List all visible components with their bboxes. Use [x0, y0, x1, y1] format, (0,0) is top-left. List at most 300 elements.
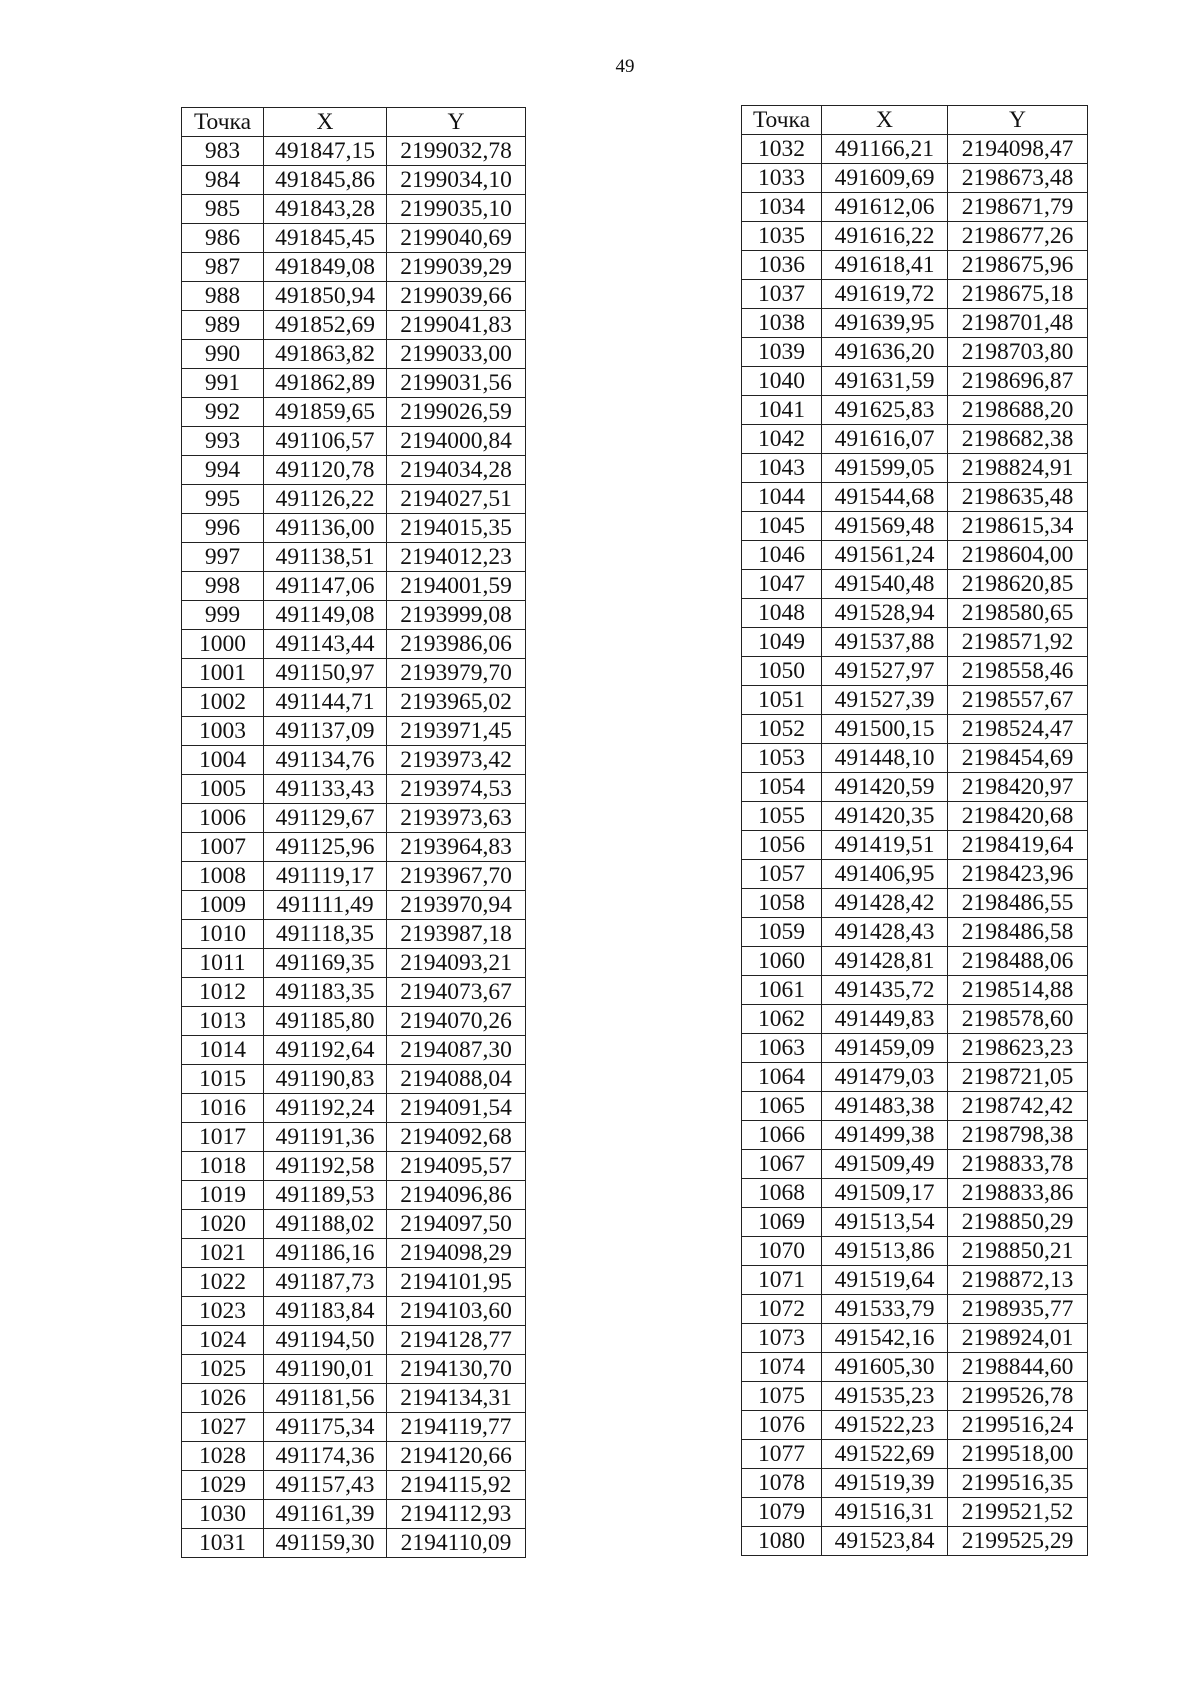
table-row: [742, 1440, 1088, 1469]
cell-point: 1014: [182, 1036, 264, 1065]
cell-y: 2198935,77: [948, 1295, 1088, 1324]
cell-y: 2199041,83: [387, 311, 526, 340]
cell-point: 1029: [182, 1471, 264, 1500]
table-row: [742, 1353, 1088, 1382]
table-row: [182, 572, 526, 601]
cell-y: 2198488,06: [948, 947, 1088, 976]
cell-y: 2194128,77: [387, 1326, 526, 1355]
cell-x: 491616,22: [822, 222, 948, 251]
cell-y: 2199035,10: [387, 195, 526, 224]
cell-y: 2193999,08: [387, 601, 526, 630]
cell-x: 491194,50: [264, 1326, 387, 1355]
cell-point: 997: [182, 543, 264, 572]
table-row: [182, 688, 526, 717]
cell-point: 1080: [742, 1527, 822, 1556]
table-row: [742, 512, 1088, 541]
cell-x: 491149,08: [264, 601, 387, 630]
cell-y: 2198558,46: [948, 657, 1088, 686]
cell-x: 491535,23: [822, 1382, 948, 1411]
cell-point: 1050: [742, 657, 822, 686]
cell-y: 2199518,00: [948, 1440, 1088, 1469]
cell-point: 1021: [182, 1239, 264, 1268]
cell-y: 2194087,30: [387, 1036, 526, 1065]
table-row: [182, 1413, 526, 1442]
table-row: [742, 599, 1088, 628]
cell-point: 1031: [182, 1529, 264, 1558]
cell-point: 983: [182, 137, 264, 166]
cell-y: 2199032,78: [387, 137, 526, 166]
cell-x: 491183,84: [264, 1297, 387, 1326]
cell-x: 491527,39: [822, 686, 948, 715]
cell-x: 491161,39: [264, 1500, 387, 1529]
cell-y: 2198742,42: [948, 1092, 1088, 1121]
cell-y: 2194015,35: [387, 514, 526, 543]
cell-y: 2198833,78: [948, 1150, 1088, 1179]
cell-y: 2193967,70: [387, 862, 526, 891]
cell-x: 491459,09: [822, 1034, 948, 1063]
cell-y: 2198850,21: [948, 1237, 1088, 1266]
cell-y: 2193965,02: [387, 688, 526, 717]
cell-y: 2198675,18: [948, 280, 1088, 309]
cell-point: 1002: [182, 688, 264, 717]
cell-x: 491499,38: [822, 1121, 948, 1150]
cell-point: 987: [182, 253, 264, 282]
table-row: [182, 1326, 526, 1355]
cell-y: 2194088,04: [387, 1065, 526, 1094]
cell-y: 2199516,24: [948, 1411, 1088, 1440]
cell-x: 491847,15: [264, 137, 387, 166]
cell-x: 491509,17: [822, 1179, 948, 1208]
table-row: [182, 862, 526, 891]
cell-x: 491118,35: [264, 920, 387, 949]
cell-x: 491190,83: [264, 1065, 387, 1094]
cell-y: 2193974,53: [387, 775, 526, 804]
cell-point: 1027: [182, 1413, 264, 1442]
cell-x: 491126,22: [264, 485, 387, 514]
cell-y: 2194096,86: [387, 1181, 526, 1210]
cell-point: 1069: [742, 1208, 822, 1237]
cell-point: 1053: [742, 744, 822, 773]
cell-x: 491187,73: [264, 1268, 387, 1297]
cell-y: 2198721,05: [948, 1063, 1088, 1092]
cell-point: 1057: [742, 860, 822, 889]
cell-y: 2194092,68: [387, 1123, 526, 1152]
cell-point: 1066: [742, 1121, 822, 1150]
cell-point: 996: [182, 514, 264, 543]
cell-y: 2194134,31: [387, 1384, 526, 1413]
cell-y: 2198423,96: [948, 860, 1088, 889]
cell-y: 2198486,55: [948, 889, 1088, 918]
cell-x: 491850,94: [264, 282, 387, 311]
cell-x: 491420,59: [822, 773, 948, 802]
cell-y: 2198703,80: [948, 338, 1088, 367]
table-row: [742, 657, 1088, 686]
cell-point: 1023: [182, 1297, 264, 1326]
table-row: [742, 976, 1088, 1005]
table-row: [742, 367, 1088, 396]
cell-x: 491106,57: [264, 427, 387, 456]
cell-x: 491136,00: [264, 514, 387, 543]
table-row: [742, 1208, 1088, 1237]
cell-x: 491533,79: [822, 1295, 948, 1324]
table-header-row: [742, 106, 1088, 135]
table-row: [742, 1121, 1088, 1150]
cell-point: 1019: [182, 1181, 264, 1210]
cell-point: 1075: [742, 1382, 822, 1411]
cell-point: 1077: [742, 1440, 822, 1469]
cell-x: 491619,72: [822, 280, 948, 309]
cell-x: 491449,83: [822, 1005, 948, 1034]
cell-point: 1025: [182, 1355, 264, 1384]
cell-x: 491639,95: [822, 309, 948, 338]
coordinates-table-right: [741, 105, 1088, 1556]
cell-x: 491192,64: [264, 1036, 387, 1065]
cell-point: 1051: [742, 686, 822, 715]
cell-point: 1055: [742, 802, 822, 831]
header-y: Y: [387, 108, 526, 137]
table-row: [742, 1092, 1088, 1121]
cell-x: 491625,83: [822, 396, 948, 425]
cell-y: 2199040,69: [387, 224, 526, 253]
cell-point: 1010: [182, 920, 264, 949]
cell-y: 2194098,47: [948, 135, 1088, 164]
cell-point: 989: [182, 311, 264, 340]
cell-x: 491183,35: [264, 978, 387, 1007]
table-row: [182, 340, 526, 369]
cell-x: 491143,44: [264, 630, 387, 659]
cell-point: 1015: [182, 1065, 264, 1094]
table-row: [182, 195, 526, 224]
table-row: [182, 1210, 526, 1239]
table-row: [742, 135, 1088, 164]
cell-x: 491191,36: [264, 1123, 387, 1152]
cell-y: 2198615,34: [948, 512, 1088, 541]
table-row: [182, 543, 526, 572]
table-row: [182, 1152, 526, 1181]
cell-x: 491186,16: [264, 1239, 387, 1268]
table-row: [182, 1007, 526, 1036]
cell-y: 2193970,94: [387, 891, 526, 920]
cell-point: 984: [182, 166, 264, 195]
cell-point: 1003: [182, 717, 264, 746]
cell-point: 1073: [742, 1324, 822, 1353]
table-row: [182, 775, 526, 804]
cell-point: 1079: [742, 1498, 822, 1527]
table-row: [182, 746, 526, 775]
cell-y: 2193964,83: [387, 833, 526, 862]
cell-y: 2199031,56: [387, 369, 526, 398]
table-row: [742, 1324, 1088, 1353]
cell-x: 491147,06: [264, 572, 387, 601]
cell-y: 2194098,29: [387, 1239, 526, 1268]
cell-x: 491448,10: [822, 744, 948, 773]
cell-y: 2198798,38: [948, 1121, 1088, 1150]
table-row: [182, 514, 526, 543]
cell-x: 491540,48: [822, 570, 948, 599]
cell-y: 2194119,77: [387, 1413, 526, 1442]
cell-x: 491420,35: [822, 802, 948, 831]
cell-point: 1011: [182, 949, 264, 978]
cell-y: 2194012,23: [387, 543, 526, 572]
cell-y: 2198635,48: [948, 483, 1088, 512]
cell-y: 2198696,87: [948, 367, 1088, 396]
cell-y: 2198924,01: [948, 1324, 1088, 1353]
cell-y: 2198872,13: [948, 1266, 1088, 1295]
table-row: [742, 1179, 1088, 1208]
cell-point: 1058: [742, 889, 822, 918]
cell-y: 2198824,91: [948, 454, 1088, 483]
cell-x: 491125,96: [264, 833, 387, 862]
cell-y: 2198486,58: [948, 918, 1088, 947]
table-row: [742, 1063, 1088, 1092]
cell-x: 491618,41: [822, 251, 948, 280]
cell-x: 491133,43: [264, 775, 387, 804]
cell-y: 2194115,92: [387, 1471, 526, 1500]
table-row: [742, 1469, 1088, 1498]
table-row: [182, 1181, 526, 1210]
cell-x: 491519,39: [822, 1469, 948, 1498]
cell-x: 491612,06: [822, 193, 948, 222]
table-row: [182, 456, 526, 485]
cell-x: 491192,58: [264, 1152, 387, 1181]
table-row: [742, 773, 1088, 802]
cell-y: 2198677,26: [948, 222, 1088, 251]
cell-y: 2198524,47: [948, 715, 1088, 744]
cell-point: 1036: [742, 251, 822, 280]
cell-point: 988: [182, 282, 264, 311]
cell-y: 2193987,18: [387, 920, 526, 949]
cell-point: 1054: [742, 773, 822, 802]
cell-x: 491119,17: [264, 862, 387, 891]
table-row: [182, 601, 526, 630]
table-row: [742, 715, 1088, 744]
cell-point: 998: [182, 572, 264, 601]
table-row: [182, 224, 526, 253]
cell-point: 1024: [182, 1326, 264, 1355]
cell-point: 1018: [182, 1152, 264, 1181]
cell-y: 2198675,96: [948, 251, 1088, 280]
cell-y: 2194027,51: [387, 485, 526, 514]
cell-point: 1059: [742, 918, 822, 947]
cell-point: 1022: [182, 1268, 264, 1297]
cell-x: 491513,86: [822, 1237, 948, 1266]
table-row: [182, 1297, 526, 1326]
cell-x: 491631,59: [822, 367, 948, 396]
cell-point: 993: [182, 427, 264, 456]
table-row: [742, 860, 1088, 889]
table-row: [742, 280, 1088, 309]
cell-x: 491111,49: [264, 891, 387, 920]
table-row: [182, 369, 526, 398]
cell-y: 2198604,00: [948, 541, 1088, 570]
table-row: [182, 920, 526, 949]
cell-point: 1016: [182, 1094, 264, 1123]
cell-point: 1048: [742, 599, 822, 628]
cell-x: 491181,56: [264, 1384, 387, 1413]
cell-point: 1032: [742, 135, 822, 164]
cell-y: 2194103,60: [387, 1297, 526, 1326]
cell-y: 2194120,66: [387, 1442, 526, 1471]
cell-point: 1076: [742, 1411, 822, 1440]
cell-x: 491843,28: [264, 195, 387, 224]
cell-x: 491159,30: [264, 1529, 387, 1558]
table-row: [182, 485, 526, 514]
table-row: [182, 1529, 526, 1558]
cell-y: 2194095,57: [387, 1152, 526, 1181]
table-row: [742, 570, 1088, 599]
table-row: [182, 137, 526, 166]
cell-y: 2198420,68: [948, 802, 1088, 831]
table-row: [742, 831, 1088, 860]
cell-point: 1074: [742, 1353, 822, 1382]
table-row: [182, 1471, 526, 1500]
cell-x: 491523,84: [822, 1527, 948, 1556]
table-row: [182, 427, 526, 456]
cell-point: 1000: [182, 630, 264, 659]
table-row: [182, 1065, 526, 1094]
cell-x: 491859,65: [264, 398, 387, 427]
cell-point: 1043: [742, 454, 822, 483]
cell-point: 1006: [182, 804, 264, 833]
cell-x: 491528,94: [822, 599, 948, 628]
cell-x: 491157,43: [264, 1471, 387, 1500]
table-row: [182, 253, 526, 282]
cell-x: 491406,95: [822, 860, 948, 889]
cell-y: 2198844,60: [948, 1353, 1088, 1382]
table-row: [742, 802, 1088, 831]
cell-x: 491569,48: [822, 512, 948, 541]
cell-y: 2198688,20: [948, 396, 1088, 425]
cell-point: 1041: [742, 396, 822, 425]
table-row: [742, 1411, 1088, 1440]
cell-x: 491192,24: [264, 1094, 387, 1123]
cell-point: 1062: [742, 1005, 822, 1034]
cell-point: 1042: [742, 425, 822, 454]
table-header-row: [182, 108, 526, 137]
cell-x: 491428,42: [822, 889, 948, 918]
table-row: [182, 1384, 526, 1413]
cell-point: 1063: [742, 1034, 822, 1063]
table-row: [182, 1442, 526, 1471]
table-row: [742, 1382, 1088, 1411]
cell-point: 1030: [182, 1500, 264, 1529]
header-x: X: [822, 106, 948, 135]
cell-point: 1052: [742, 715, 822, 744]
table-row: [742, 222, 1088, 251]
cell-point: 1005: [182, 775, 264, 804]
table-row: [182, 1239, 526, 1268]
cell-x: 491544,68: [822, 483, 948, 512]
cell-point: 1001: [182, 659, 264, 688]
cell-point: 995: [182, 485, 264, 514]
table-row: [182, 1094, 526, 1123]
cell-x: 491522,23: [822, 1411, 948, 1440]
cell-y: 2198850,29: [948, 1208, 1088, 1237]
table-row: [182, 804, 526, 833]
coordinates-table-left: [181, 107, 526, 1558]
table-row: [182, 1355, 526, 1384]
cell-point: 999: [182, 601, 264, 630]
cell-x: 491636,20: [822, 338, 948, 367]
cell-y: 2198580,65: [948, 599, 1088, 628]
table-row: [182, 398, 526, 427]
table-body-right: [742, 135, 1088, 1556]
cell-x: 491483,38: [822, 1092, 948, 1121]
cell-point: 1078: [742, 1469, 822, 1498]
cell-x: 491129,67: [264, 804, 387, 833]
header-point: Точка: [742, 106, 822, 135]
cell-x: 491189,53: [264, 1181, 387, 1210]
cell-point: 1065: [742, 1092, 822, 1121]
table-row: [182, 630, 526, 659]
cell-x: 491169,35: [264, 949, 387, 978]
table-row: [742, 1498, 1088, 1527]
table-row: [182, 717, 526, 746]
cell-point: 986: [182, 224, 264, 253]
cell-x: 491862,89: [264, 369, 387, 398]
cell-point: 1064: [742, 1063, 822, 1092]
table-row: [182, 833, 526, 862]
table-row: [182, 1036, 526, 1065]
table-row: [182, 1500, 526, 1529]
cell-y: 2199525,29: [948, 1527, 1088, 1556]
cell-point: 1035: [742, 222, 822, 251]
cell-x: 491428,43: [822, 918, 948, 947]
cell-y: 2198833,86: [948, 1179, 1088, 1208]
cell-point: 1039: [742, 338, 822, 367]
cell-x: 491419,51: [822, 831, 948, 860]
cell-point: 1071: [742, 1266, 822, 1295]
table-row: [742, 1295, 1088, 1324]
cell-y: 2194000,84: [387, 427, 526, 456]
cell-y: 2198514,88: [948, 976, 1088, 1005]
cell-x: 491479,03: [822, 1063, 948, 1092]
cell-x: 491428,81: [822, 947, 948, 976]
table-row: [742, 193, 1088, 222]
cell-point: 1026: [182, 1384, 264, 1413]
cell-y: 2199026,59: [387, 398, 526, 427]
cell-point: 1037: [742, 280, 822, 309]
cell-y: 2198620,85: [948, 570, 1088, 599]
cell-point: 1045: [742, 512, 822, 541]
cell-y: 2198623,23: [948, 1034, 1088, 1063]
cell-y: 2194130,70: [387, 1355, 526, 1384]
cell-y: 2194093,21: [387, 949, 526, 978]
table-row: [742, 425, 1088, 454]
cell-x: 491863,82: [264, 340, 387, 369]
table-row: [742, 541, 1088, 570]
cell-y: 2194001,59: [387, 572, 526, 601]
page-number: 49: [615, 56, 635, 77]
cell-point: 994: [182, 456, 264, 485]
cell-x: 491185,80: [264, 1007, 387, 1036]
cell-x: 491144,71: [264, 688, 387, 717]
cell-point: 1060: [742, 947, 822, 976]
cell-point: 1012: [182, 978, 264, 1007]
cell-y: 2198578,60: [948, 1005, 1088, 1034]
cell-y: 2198420,97: [948, 773, 1088, 802]
cell-point: 1038: [742, 309, 822, 338]
cell-y: 2194070,26: [387, 1007, 526, 1036]
cell-point: 1070: [742, 1237, 822, 1266]
cell-point: 985: [182, 195, 264, 224]
header-x: X: [264, 108, 387, 137]
cell-x: 491166,21: [822, 135, 948, 164]
cell-x: 491138,51: [264, 543, 387, 572]
cell-x: 491561,24: [822, 541, 948, 570]
cell-x: 491605,30: [822, 1353, 948, 1382]
cell-point: 1009: [182, 891, 264, 920]
